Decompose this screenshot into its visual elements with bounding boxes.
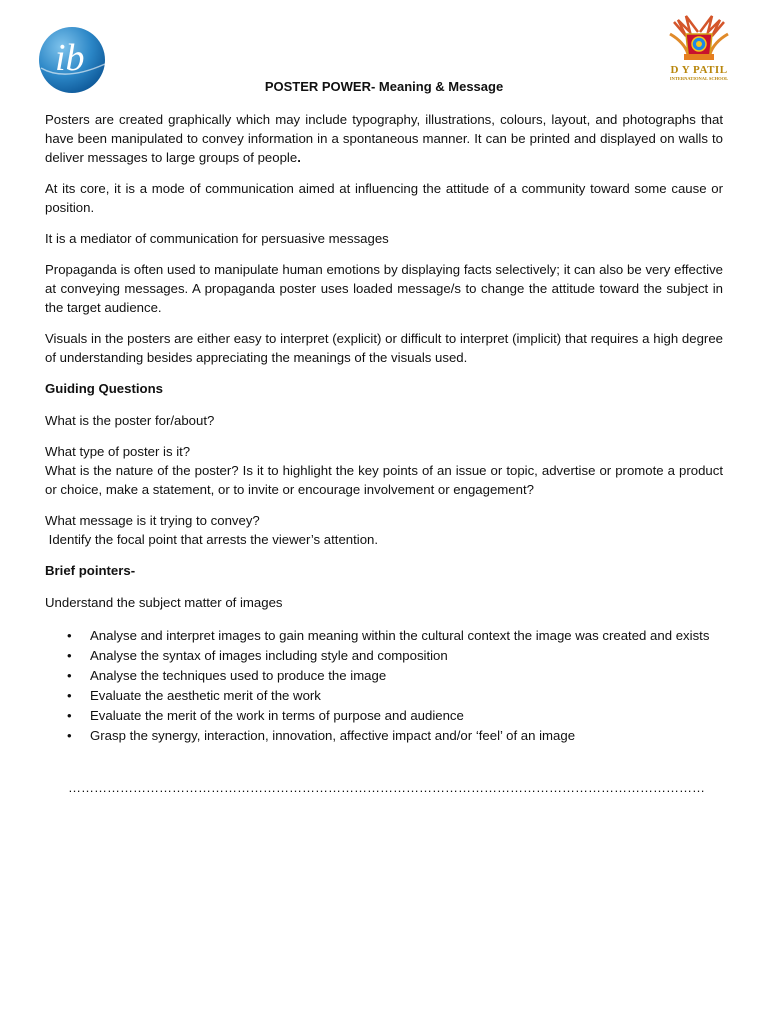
document-body — [45, 110, 723, 746]
paragraph-text: Posters are created graphically which may include typography, illustrations, colours, layout, and photographs that have been manipulated to convey information in a spontaneous manner. It can be printed and displayed on walls to deliver messages to large groups of people — [45, 112, 723, 165]
list-item-text: Analyse the syntax of images including style and composition — [90, 648, 448, 663]
list-item — [45, 686, 723, 705]
list-item-text: Analyse and interpret images to gain meaning within the cultural context the image was created and exists — [90, 628, 710, 643]
ib-logo-text: ib — [55, 37, 85, 79]
brief-pointers-heading: Brief pointers- — [45, 563, 136, 578]
bullet-icon: • — [67, 628, 72, 643]
list-item-text: Grasp the synergy, interaction, innovation, affective impact and/or ‘feel’ of an image — [90, 728, 576, 743]
guiding-question: Identify the focal point that arrests the viewer’s attention. — [45, 532, 379, 547]
dotted-divider: ………………………………………………………………………………………………………………………………… — [68, 780, 705, 795]
guiding-question: What is the poster for/about? — [45, 413, 215, 428]
paragraph-propaganda: Propaganda is often used to manipulate human emotions by displaying facts selectively; it can also be very effective at conveying messages. A propaganda poster uses loaded message/s to change the attitude toward the subject in the target audience. — [45, 262, 723, 315]
list-item — [45, 626, 723, 645]
paragraph-period: . — [297, 150, 301, 165]
pointers-list — [45, 626, 723, 745]
list-item — [45, 706, 723, 725]
list-item-text: Analyse the techniques used to produce the image — [90, 668, 387, 683]
guiding-question: What type of poster is it? — [45, 444, 191, 459]
guiding-question: What message is it trying to convey? — [45, 513, 260, 528]
paragraph-mediator: It is a mediator of communication for persuasive messages — [45, 231, 389, 246]
bullet-icon: • — [67, 688, 72, 703]
guiding-question: What is the nature of the poster? Is it to highlight the key points of an issue or topic, advertise or promote a product or choice, make a statement, or to invite or encourage involvement or engagement? — [45, 463, 723, 497]
list-item-text: Evaluate the aesthetic merit of the work — [90, 688, 321, 703]
list-item-text: Evaluate the merit of the work in terms of purpose and audience — [90, 708, 464, 723]
list-item — [45, 726, 723, 745]
document-title: POSTER POWER- Meaning & Message — [264, 79, 504, 94]
school-logo-subtitle: INTERNATIONAL SCHOOL — [669, 76, 729, 81]
bullet-icon: • — [67, 648, 72, 663]
guiding-questions-heading: Guiding Questions — [45, 381, 163, 396]
bullet-icon: • — [67, 728, 72, 743]
brief-pointers-intro: Understand the subject matter of images — [45, 595, 283, 610]
paragraph-posters-definition — [45, 110, 723, 167]
list-item — [45, 666, 723, 685]
bullet-icon: • — [67, 708, 72, 723]
bullet-icon: • — [67, 668, 72, 683]
paragraph-visuals: Visuals in the posters are either easy to interpret (explicit) or difficult to interpret (implicit) that requires a high degree of understanding besides appreciating the meanings of the visuals used. — [45, 331, 723, 365]
school-logo-name: D Y PATIL — [670, 64, 728, 76]
list-item — [45, 646, 723, 665]
paragraph-core: At its core, it is a mode of communication aimed at influencing the attitude of a community toward some cause or position. — [45, 181, 723, 215]
